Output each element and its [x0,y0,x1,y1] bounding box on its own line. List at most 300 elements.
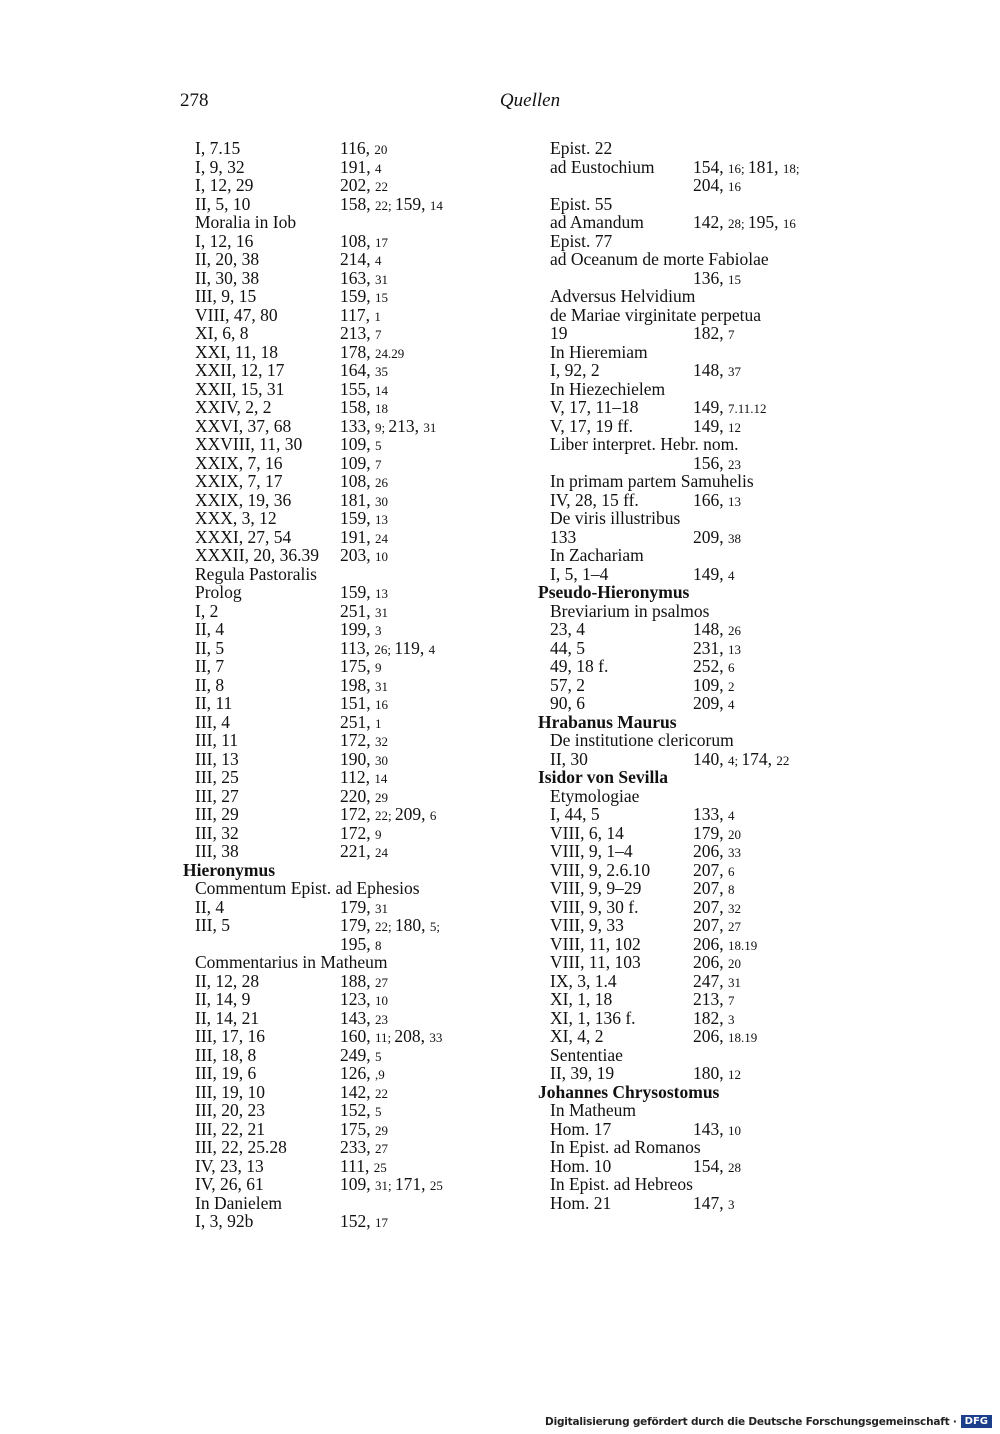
page-number-ref: 208 [394,1026,421,1046]
entry-locations: 158, 22; 159, 14 [340,193,443,214]
line-number-ref: 31 [375,678,388,694]
index-work-title [183,1194,503,1213]
entry-locations: 152, 5 [340,1100,382,1120]
line-number-ref: 10 [375,993,388,1008]
line-number-ref: 27 [728,919,741,934]
line-number-ref: 5; [429,919,440,934]
line-number-ref: 26 [375,475,388,490]
line-number-ref: 24 [375,845,388,860]
entry-reference: Johannes Chrysostomus [538,1081,720,1102]
index-entry [183,361,503,380]
entry-reference: III, 18, 8 [195,1044,257,1065]
line-number-ref: 32 [728,900,741,916]
page-number-ref: 199 [340,619,367,639]
entry-reference: VIII, 9, 9–29 [550,878,642,898]
line-number-ref: 8 [375,937,382,953]
index-entry [538,953,858,972]
page-number-ref: 151 [340,693,367,713]
entry-reference: I, 2 [195,600,219,621]
entry-reference: In Hieremiam [550,341,648,362]
entry-reference: Hrabanus Maurus [538,711,677,732]
page-number-ref: 136 [693,267,720,288]
entry-locations: 166, 13 [693,489,741,510]
entry-reference: 44, 5 [550,637,585,658]
entry-reference: VIII, 6, 14 [550,822,624,843]
entry-reference: XXIV, 2, 2 [195,397,272,417]
index-entry [538,805,858,824]
line-number-ref: 31 [375,271,388,287]
page-number-ref: 158 [340,193,367,214]
index-work-title [538,546,858,565]
entry-reference: Hom. 17 [550,1118,612,1139]
entry-reference: XXI, 11, 18 [195,341,278,362]
entry-reference: 19 [550,323,568,343]
page-number-ref: 142 [340,1081,367,1102]
line-number-ref: 22 [375,197,388,213]
line-number-ref: 7.11.12 [728,401,767,416]
line-number-ref: 17 [375,1215,388,1230]
entry-locations: 142, 22 [340,1081,388,1102]
page-number-ref: 156 [693,452,720,473]
entry-locations: 179, 20 [693,822,741,843]
entry-locations: 160, 11; 208, 33 [340,1026,443,1046]
index-work-title [538,602,858,621]
index-entry [183,805,503,824]
line-number-ref: 29 [375,789,388,805]
entry-locations: 154, 16; 181, 18; [693,156,800,177]
page-number-ref: 180 [693,1063,720,1083]
entry-locations: 195, 8 [340,933,382,954]
index-entry [183,620,503,639]
entry-locations: 159, 15 [340,286,388,306]
page-number-ref: 206 [693,1026,720,1046]
entry-reference: Hom. 21 [550,1192,612,1213]
index-entry [183,657,503,676]
entry-reference: I, 3, 92b [195,1211,254,1231]
line-number-ref: 7 [728,327,735,342]
page-number-ref: 207 [693,878,720,898]
page-number-ref: 109 [693,674,720,695]
entry-locations: 108, 17 [340,230,388,251]
index-entry [538,1027,858,1046]
entry-locations: 231, 13 [693,637,741,658]
index-entry [183,1157,503,1176]
line-number-ref: 27 [375,1141,388,1156]
entry-locations: 182, 3 [693,1007,735,1028]
index-column-right [538,139,858,1212]
entry-reference: XXII, 12, 17 [195,360,285,380]
line-number-ref: 26 [728,623,741,638]
line-number-ref: 20 [374,142,388,157]
line-number-ref: 5 [375,438,382,453]
entry-reference: III, 38 [195,841,239,861]
line-number-ref: 28 [728,1159,741,1175]
line-number-ref: 22 [375,1085,388,1101]
page-number-ref: 116 [340,138,366,158]
entry-reference: III, 11 [195,730,239,750]
index-work-title [538,1175,858,1194]
page-number-ref: 179 [693,822,720,843]
index-entry [183,269,503,288]
index-work-title [183,879,503,898]
entry-reference: I, 5, 1–4 [550,563,609,584]
entry-reference: II, 7 [195,656,225,676]
entry-reference: In Hiezechielem [550,378,666,399]
index-work-title [538,472,858,491]
entry-reference: II, 5, 10 [195,193,251,214]
index-entry [538,657,858,676]
entry-reference: IV, 23, 13 [195,1155,264,1176]
entry-reference: In Epist. ad Romanos [550,1137,701,1157]
entry-reference: III, 13 [195,748,239,769]
entry-locations: 152, 17 [340,1211,388,1231]
entry-locations: 182, 7 [693,323,735,343]
index-entry [538,491,858,510]
entry-locations: 199, 3 [340,619,382,639]
entry-reference: Regula Pastoralis [195,563,317,584]
entry-locations: 209, 4 [693,693,735,713]
line-number-ref: 4 [728,808,735,823]
line-number-ref: 18.19 [728,937,758,953]
line-number-ref: 23 [375,1011,388,1027]
entry-locations: 109, 31; 171, 25 [340,1174,443,1194]
index-work-title [538,435,858,454]
line-number-ref: 18 [375,401,388,416]
page-number-ref: 207 [693,915,720,935]
entry-locations: 202, 22 [340,175,388,195]
line-number-ref: 29 [375,1122,388,1138]
entry-locations: 142, 28; 195, 16 [693,212,796,232]
index-work-title [538,306,858,325]
entry-reference: III, 20, 23 [195,1100,265,1120]
line-number-ref: 32 [375,734,388,749]
line-number-ref: 6 [728,660,735,675]
line-number-ref: 14 [429,197,443,213]
line-number-ref: 4 [375,253,382,268]
index-entry [538,898,858,917]
index-entry [538,676,858,695]
entry-locations: 190, 30 [340,748,388,769]
index-entry [183,380,503,399]
line-number-ref: 4 [728,697,735,712]
entry-locations: 172, 22; 209, 6 [340,804,437,824]
index-entry [183,898,503,917]
page-number-ref: 252 [693,656,720,676]
index-work-title [538,787,858,806]
page-number-ref: 207 [693,896,720,917]
index-author [538,768,858,787]
entry-locations: 113, 26; 119, 4 [340,637,436,658]
entry-reference: Epist. 55 [550,193,613,214]
line-number-ref: 20 [728,956,741,971]
page-number-ref: 195 [747,212,775,232]
page-number-ref: 172 [340,730,367,750]
index-entry [183,1009,503,1028]
line-number-ref: 8 [728,882,735,897]
page-number-ref: 251 [340,600,367,621]
page-number-ref: 206 [693,933,720,954]
entry-locations: 221, 24 [340,841,388,861]
entry-reference: III, 9, 15 [195,286,257,306]
page-number-ref: 112 [340,767,366,787]
page-number-ref: 133 [693,804,720,824]
entry-reference: III, 27 [195,785,239,806]
page-number-ref: 202 [340,175,367,195]
line-number-ref: 31 [728,974,741,990]
entry-reference: XXVIII, 11, 30 [195,434,303,454]
entry-locations: 172, 9 [340,822,382,843]
page-number-ref: 251 [340,711,367,732]
page-number-ref: 213 [340,323,367,343]
line-number-ref: 4 [428,641,436,657]
entry-reference: I, 92, 2 [550,360,600,380]
page-number-ref: 203 [340,545,367,565]
line-number-ref: 38 [728,530,741,546]
line-number-ref: 22 [776,752,790,768]
index-entry [538,417,858,436]
index-work-title [538,195,858,214]
entry-reference: In Danielem [195,1192,282,1213]
entry-reference: I, 12, 16 [195,230,254,251]
line-number-ref: 31 [375,1178,388,1193]
index-work-title [538,287,858,306]
index-entry [538,398,858,417]
page-number-ref: 152 [340,1211,367,1231]
index-entry [183,546,503,565]
index-work-title [538,731,858,750]
line-number-ref: 17 [375,234,388,250]
entry-reference: IV, 28, 15 ff. [550,489,639,510]
index-entry [183,1064,503,1083]
index-author [538,713,858,732]
index-entry [183,731,503,750]
line-number-ref: 25 [373,1159,387,1175]
page-number-ref: 126 [340,1063,367,1083]
entry-reference: VIII, 9, 2.6.10 [550,859,651,880]
index-entry [183,195,503,214]
line-number-ref: 3 [375,623,382,638]
page-number-ref: 209 [693,693,720,713]
index-entry [183,435,503,454]
page-number-ref: 149 [693,415,720,436]
page-number-ref: 179 [340,915,367,935]
entry-reference: Etymologiae [550,785,640,806]
line-number-ref: 1 [374,308,381,324]
entry-reference: Adversus Helvidium [550,286,696,306]
entry-reference: III, 19, 6 [195,1063,257,1083]
entry-locations: 148, 26 [693,619,741,639]
entry-reference: II, 14, 9 [195,989,251,1009]
index-work-title [183,565,503,584]
line-number-ref: 37 [728,364,741,379]
line-number-ref: 18; [782,160,800,176]
page-number-ref: 172 [340,822,367,843]
entry-reference: XXXI, 27, 54 [195,526,292,547]
entry-reference: II, 30, 38 [195,267,260,288]
line-number-ref: 24 [375,530,388,546]
index-entry [538,935,858,954]
index-entry [183,1138,503,1157]
entry-locations: 198, 31 [340,674,388,695]
index-entry [538,842,858,861]
entry-reference: III, 29 [195,804,239,824]
index-author [538,1083,858,1102]
entry-locations: 133, 9; 213, 31 [340,415,437,436]
line-number-ref: 28 [728,216,741,231]
index-entry [538,990,858,1009]
page-number-ref: 152 [340,1100,367,1120]
index-entry [538,269,858,288]
index-entry [538,1064,858,1083]
index-entry [183,1046,503,1065]
line-number-ref: ,9 [375,1067,385,1082]
entry-reference: XXXII, 20, 36.39 [195,545,319,565]
page-number-ref: 249 [340,1044,367,1065]
entry-locations: 181, 30 [340,489,388,510]
index-entry [538,824,858,843]
entry-reference: De institutione clericorum [550,730,734,750]
line-number-ref: 30 [375,493,388,509]
footer-text: Digitalisierung gefördert durch die Deutsche Forschungsgemeinschaft · [545,1415,957,1428]
entry-reference: VIII, 47, 80 [195,304,278,325]
entry-locations: 180, 12 [693,1063,741,1083]
page-number-ref: 160 [340,1026,367,1046]
index-entry [183,472,503,491]
line-number-ref: 13 [375,586,388,601]
index-entry [183,306,503,325]
entry-locations: 148, 37 [693,360,741,380]
entry-reference: I, 12, 29 [195,175,254,195]
page-number: 278 [180,90,209,111]
page-number-ref: 133 [340,415,367,436]
entry-locations: 149, 7.11.12 [693,397,767,417]
entry-locations: 203, 10 [340,545,388,565]
page-number-ref: 148 [693,619,720,639]
entry-reference: 57, 2 [550,674,585,695]
page-number-ref: 182 [693,323,720,343]
line-number-ref: 30 [375,752,388,768]
page-number-ref: 213 [693,989,720,1009]
entry-locations: 214, 4 [340,249,382,269]
entry-reference: Commentarius in Matheum [195,952,388,972]
entry-locations: 159, 13 [340,508,388,528]
index-entry [538,916,858,935]
entry-reference: II, 12, 28 [195,970,260,991]
page-number-ref: 175 [340,1118,367,1139]
entry-reference: Prolog [195,582,242,602]
entry-reference: de Mariae virginitate perpetua [550,304,762,325]
index-entry [183,398,503,417]
page-number-ref: 171 [394,1174,422,1194]
index-entry [538,1157,858,1176]
entry-reference: Sententiae [550,1044,623,1065]
index-entry [183,528,503,547]
index-entry [538,879,858,898]
page-number-ref: 149 [693,563,720,584]
entry-locations: 133, 4 [693,804,735,824]
page-number-ref: 158 [340,397,367,417]
page-number-ref: 109 [340,1174,367,1194]
entry-locations: 252, 6 [693,656,735,676]
entry-locations: 251, 1 [340,711,382,732]
entry-reference: XXII, 15, 31 [195,378,285,399]
index-entry [538,324,858,343]
page-number-ref: 207 [693,859,720,880]
page-number-ref: 247 [693,970,720,991]
page-number-ref: 213 [388,415,415,436]
line-number-ref: 5 [375,1104,382,1119]
entry-locations: 179, 31 [340,896,388,917]
page-number-ref: 109 [340,452,367,473]
index-work-title [183,953,503,972]
entry-reference: VIII, 9, 33 [550,915,624,935]
index-entry [183,990,503,1009]
page-number-ref: 195 [340,933,367,954]
entry-locations: 233, 27 [340,1137,388,1157]
page-number-ref: 119 [394,637,420,658]
line-number-ref: 31 [375,604,388,620]
entry-reference: 23, 4 [550,619,585,639]
entry-reference: In Zachariam [550,545,644,565]
entry-locations: 159, 13 [340,582,388,602]
index-work-title [538,1138,858,1157]
index-entry [183,1101,503,1120]
page-number-ref: 206 [693,952,720,972]
entry-locations: 116, 20 [340,138,388,158]
entry-reference: ad Oceanum de morte Fabiolae [550,249,769,269]
page-number-ref: 149 [693,397,720,417]
entry-locations: 123, 10 [340,989,388,1009]
index-entry [538,972,858,991]
line-number-ref: 16 [728,179,741,194]
line-number-ref: 14 [374,771,388,786]
index-work-title [538,1046,858,1065]
index-entry [183,694,503,713]
page-number-ref: 181 [340,489,367,510]
index-entry [538,176,858,195]
entry-locations: 191, 24 [340,526,388,547]
index-entry [183,232,503,251]
index-entry [183,842,503,861]
index-entry [183,509,503,528]
entry-reference: Isidor von Sevilla [538,767,668,787]
index-entry [538,213,858,232]
line-number-ref: 10 [728,1122,741,1138]
line-number-ref: 31 [423,419,437,435]
entry-locations: 206, 33 [693,841,741,861]
entry-reference: XXIX, 19, 36 [195,489,292,510]
entry-reference: XXX, 3, 12 [195,508,277,528]
footer-credit [545,1415,992,1428]
entry-reference: Pseudo-Hieronymus [538,582,690,602]
index-entry [183,139,503,158]
line-number-ref: 26 [374,641,388,657]
entry-locations: 147, 3 [693,1192,735,1213]
entry-locations: 172, 32 [340,730,388,750]
index-entry [183,343,503,362]
entry-reference: II, 4 [195,896,225,917]
entry-reference: VIII, 11, 102 [550,933,641,954]
line-number-ref: 23 [728,456,741,472]
index-entry [538,639,858,658]
entry-reference: VIII, 9, 30 f. [550,896,639,917]
entry-locations: 249, 5 [340,1044,382,1065]
line-number-ref: 2 [728,678,735,694]
entry-locations: 206, 18.19 [693,1026,758,1046]
line-number-ref: 9 [375,419,382,435]
entry-locations: 175, 9 [340,656,382,676]
line-number-ref: 14 [375,382,388,398]
